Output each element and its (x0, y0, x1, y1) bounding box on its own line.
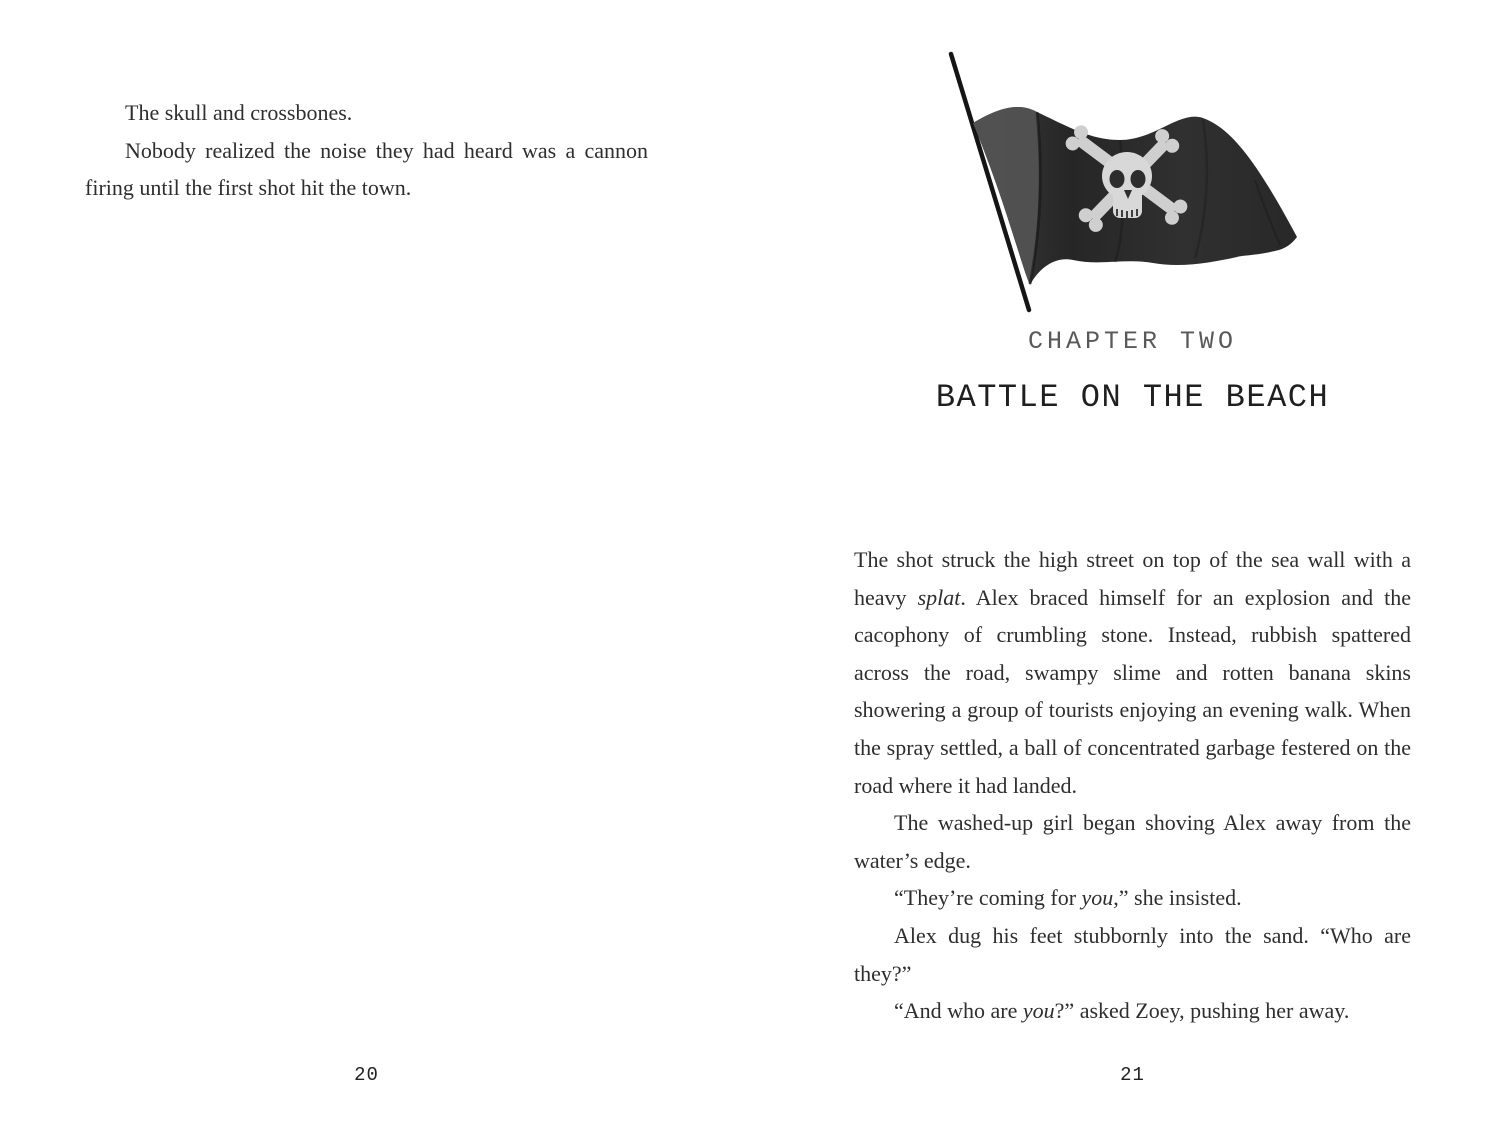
paragraph: The shot struck the high street on top of the sea wall with a heavy splat. Alex braced himself for an explosion and the cacophony of crumbling stone. Instead, rubbish spattered across the road, swampy slime and rotten banana skins showering a group of tourists enjoying an evening walk. When the spray settled, a ball of concentrated garbage festered on the road where it had landed. (854, 547, 1411, 798)
page-number-right: 21 (1120, 1064, 1145, 1086)
skull-eye-left (1110, 170, 1125, 188)
left-page-body (85, 94, 648, 207)
right-page-body (854, 541, 1411, 1030)
paragraph: The washed-up girl began shoving Alex away from the water’s edge. (854, 810, 1411, 873)
page-number-left: 20 (354, 1064, 379, 1086)
paragraph: Alex dug his feet stubbornly into the sand. “Who are they?” (854, 922, 1411, 986)
pirate-flag-illustration (925, 40, 1335, 320)
chapter-label: CHAPTER TWO (1027, 327, 1238, 356)
paragraph: The skull and crossbones. (125, 100, 353, 125)
flag-fold-highlight (973, 107, 1039, 285)
paragraph: “And who are you?” asked Zoey, pushing her away. (894, 998, 1350, 1024)
paragraph: “They’re coming for you,” she insisted. (894, 885, 1242, 911)
pirate-flag-icon (925, 40, 1335, 320)
skull-eye-right (1131, 170, 1146, 188)
paragraph: Nobody realized the noise they had heard was a cannon firing until the first shot hit the town. (85, 137, 648, 201)
chapter-title: BATTLE ON THE BEACH (935, 379, 1330, 416)
